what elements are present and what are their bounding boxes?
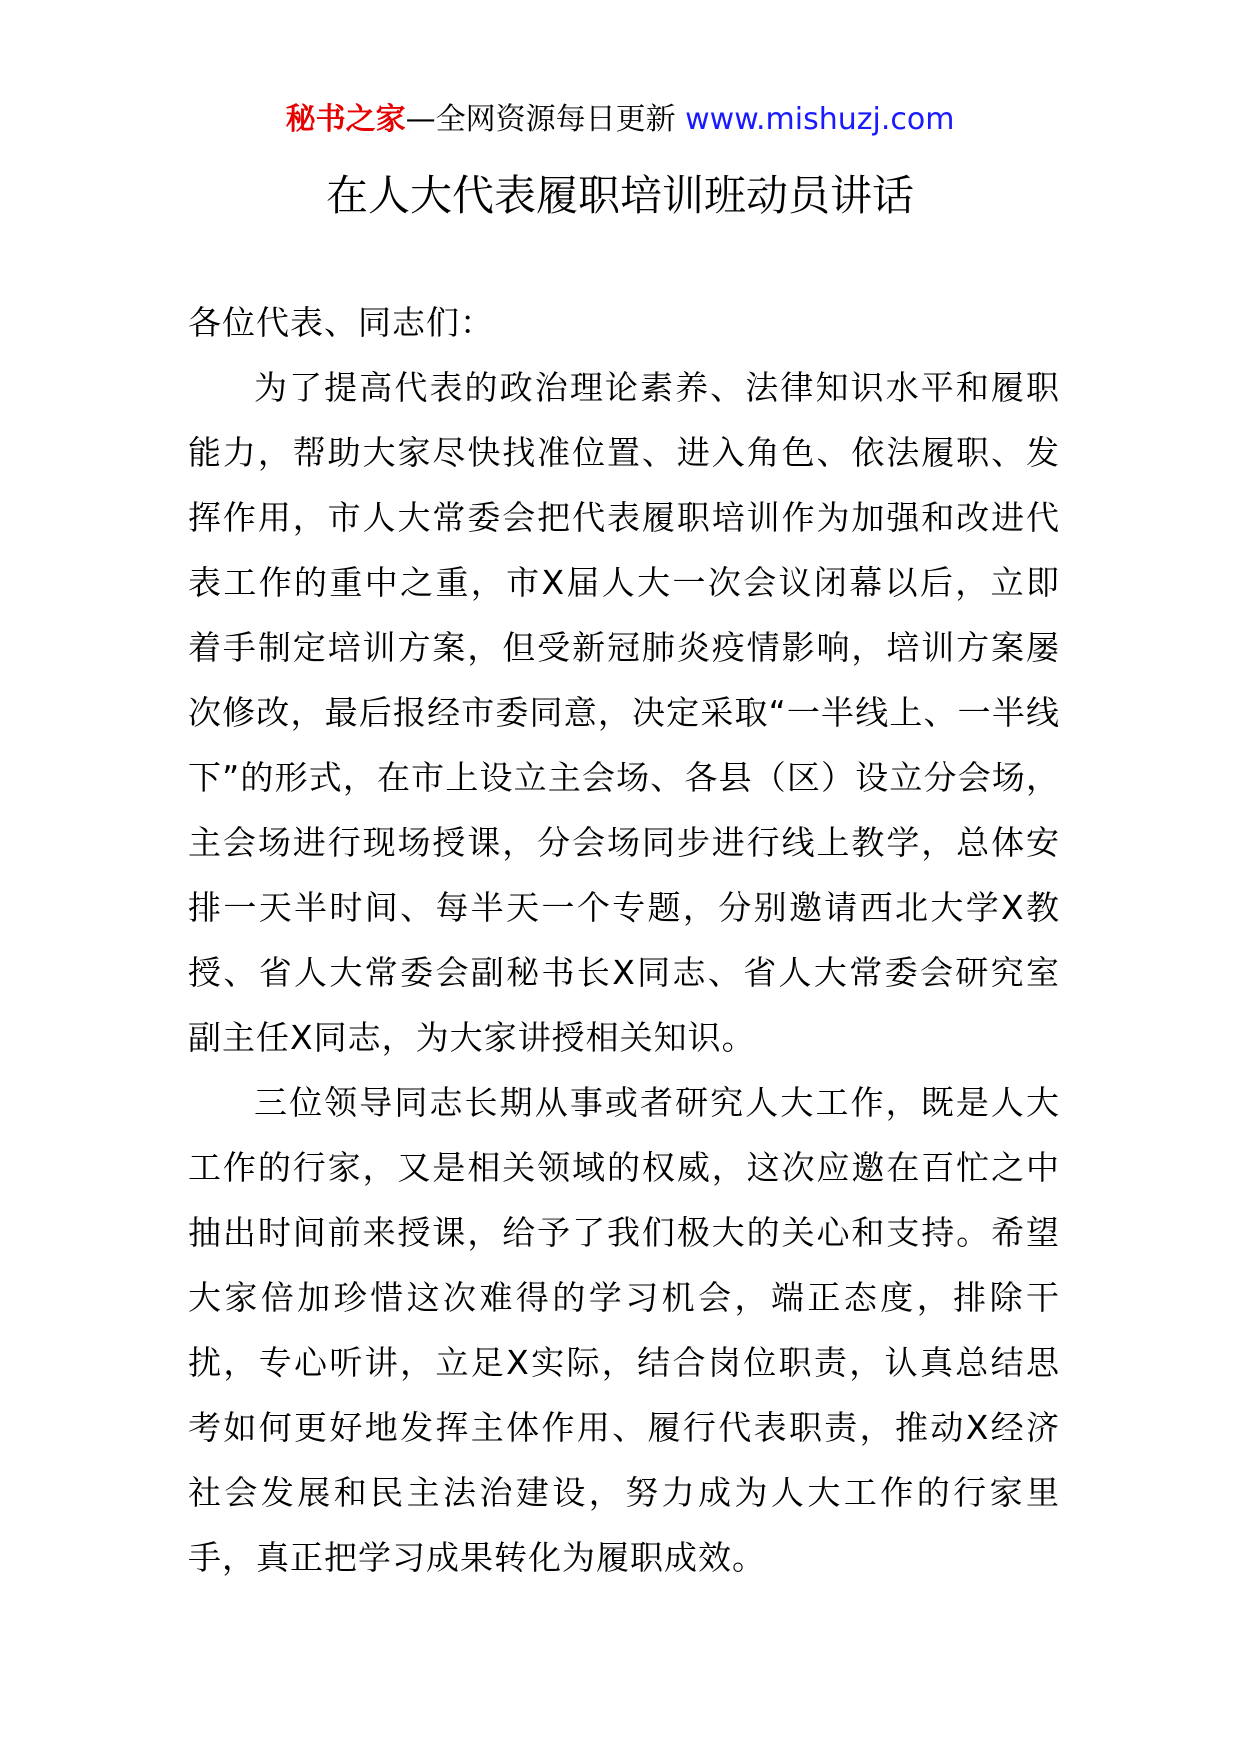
- site-url-link[interactable]: www.mishuzj.com: [685, 102, 955, 137]
- paragraph: 三位领导同志长期从事或者研究人大工作，既是人大工作的行家，又是相关领域的权威，这次应邀在百忙之中抽出时间前来授课，给予了我们极大的关心和支持。希望大家倍加珍惜这次难得的学习机会，端正态度，排除干扰，专心听讲，立足X实际，结合岗位职责，认真总结思考如何更好地发挥主体作用、履行代表职责，推动X经济社会发展和民主法治建设，努力成为人大工作的行家里手，真正把学习成果转化为履职成效。: [188, 1083, 1060, 1577]
- paragraph: 为了提高代表的政治理论素养、法律知识水平和履职能力，帮助大家尽快找准位置、进入角色、依法履职、发挥作用，市人大常委会把代表履职培训作为加强和改进代表工作的重中之重，市X届人大一次会议闭幕以后，立即着手制定培训方案，但受新冠肺炎疫情影响，培训方案屡次修改，最后报经市委同意，决定采取“一半线上、一半线下”的形式，在市上设立主会场、各县（区）设立分会场，主会场进行现场授课，分会场同步进行线上教学，总体安排一天半时间、每半天一个专题，分别邀请西北大学X教授、省人大常委会副秘书长X同志、省人大常委会研究室副主任X同志，为大家讲授相关知识。: [188, 368, 1060, 1057]
- greeting-line: 各位代表、同志们：: [188, 303, 494, 342]
- document-title: 在人大代表履职培训班动员讲话: [325, 171, 914, 220]
- site-header: [0, 100, 1240, 140]
- brand-name: 秘书之家: [285, 102, 406, 137]
- header-tagline: —全网资源每日更新: [405, 102, 676, 137]
- document-body: [188, 290, 1060, 1590]
